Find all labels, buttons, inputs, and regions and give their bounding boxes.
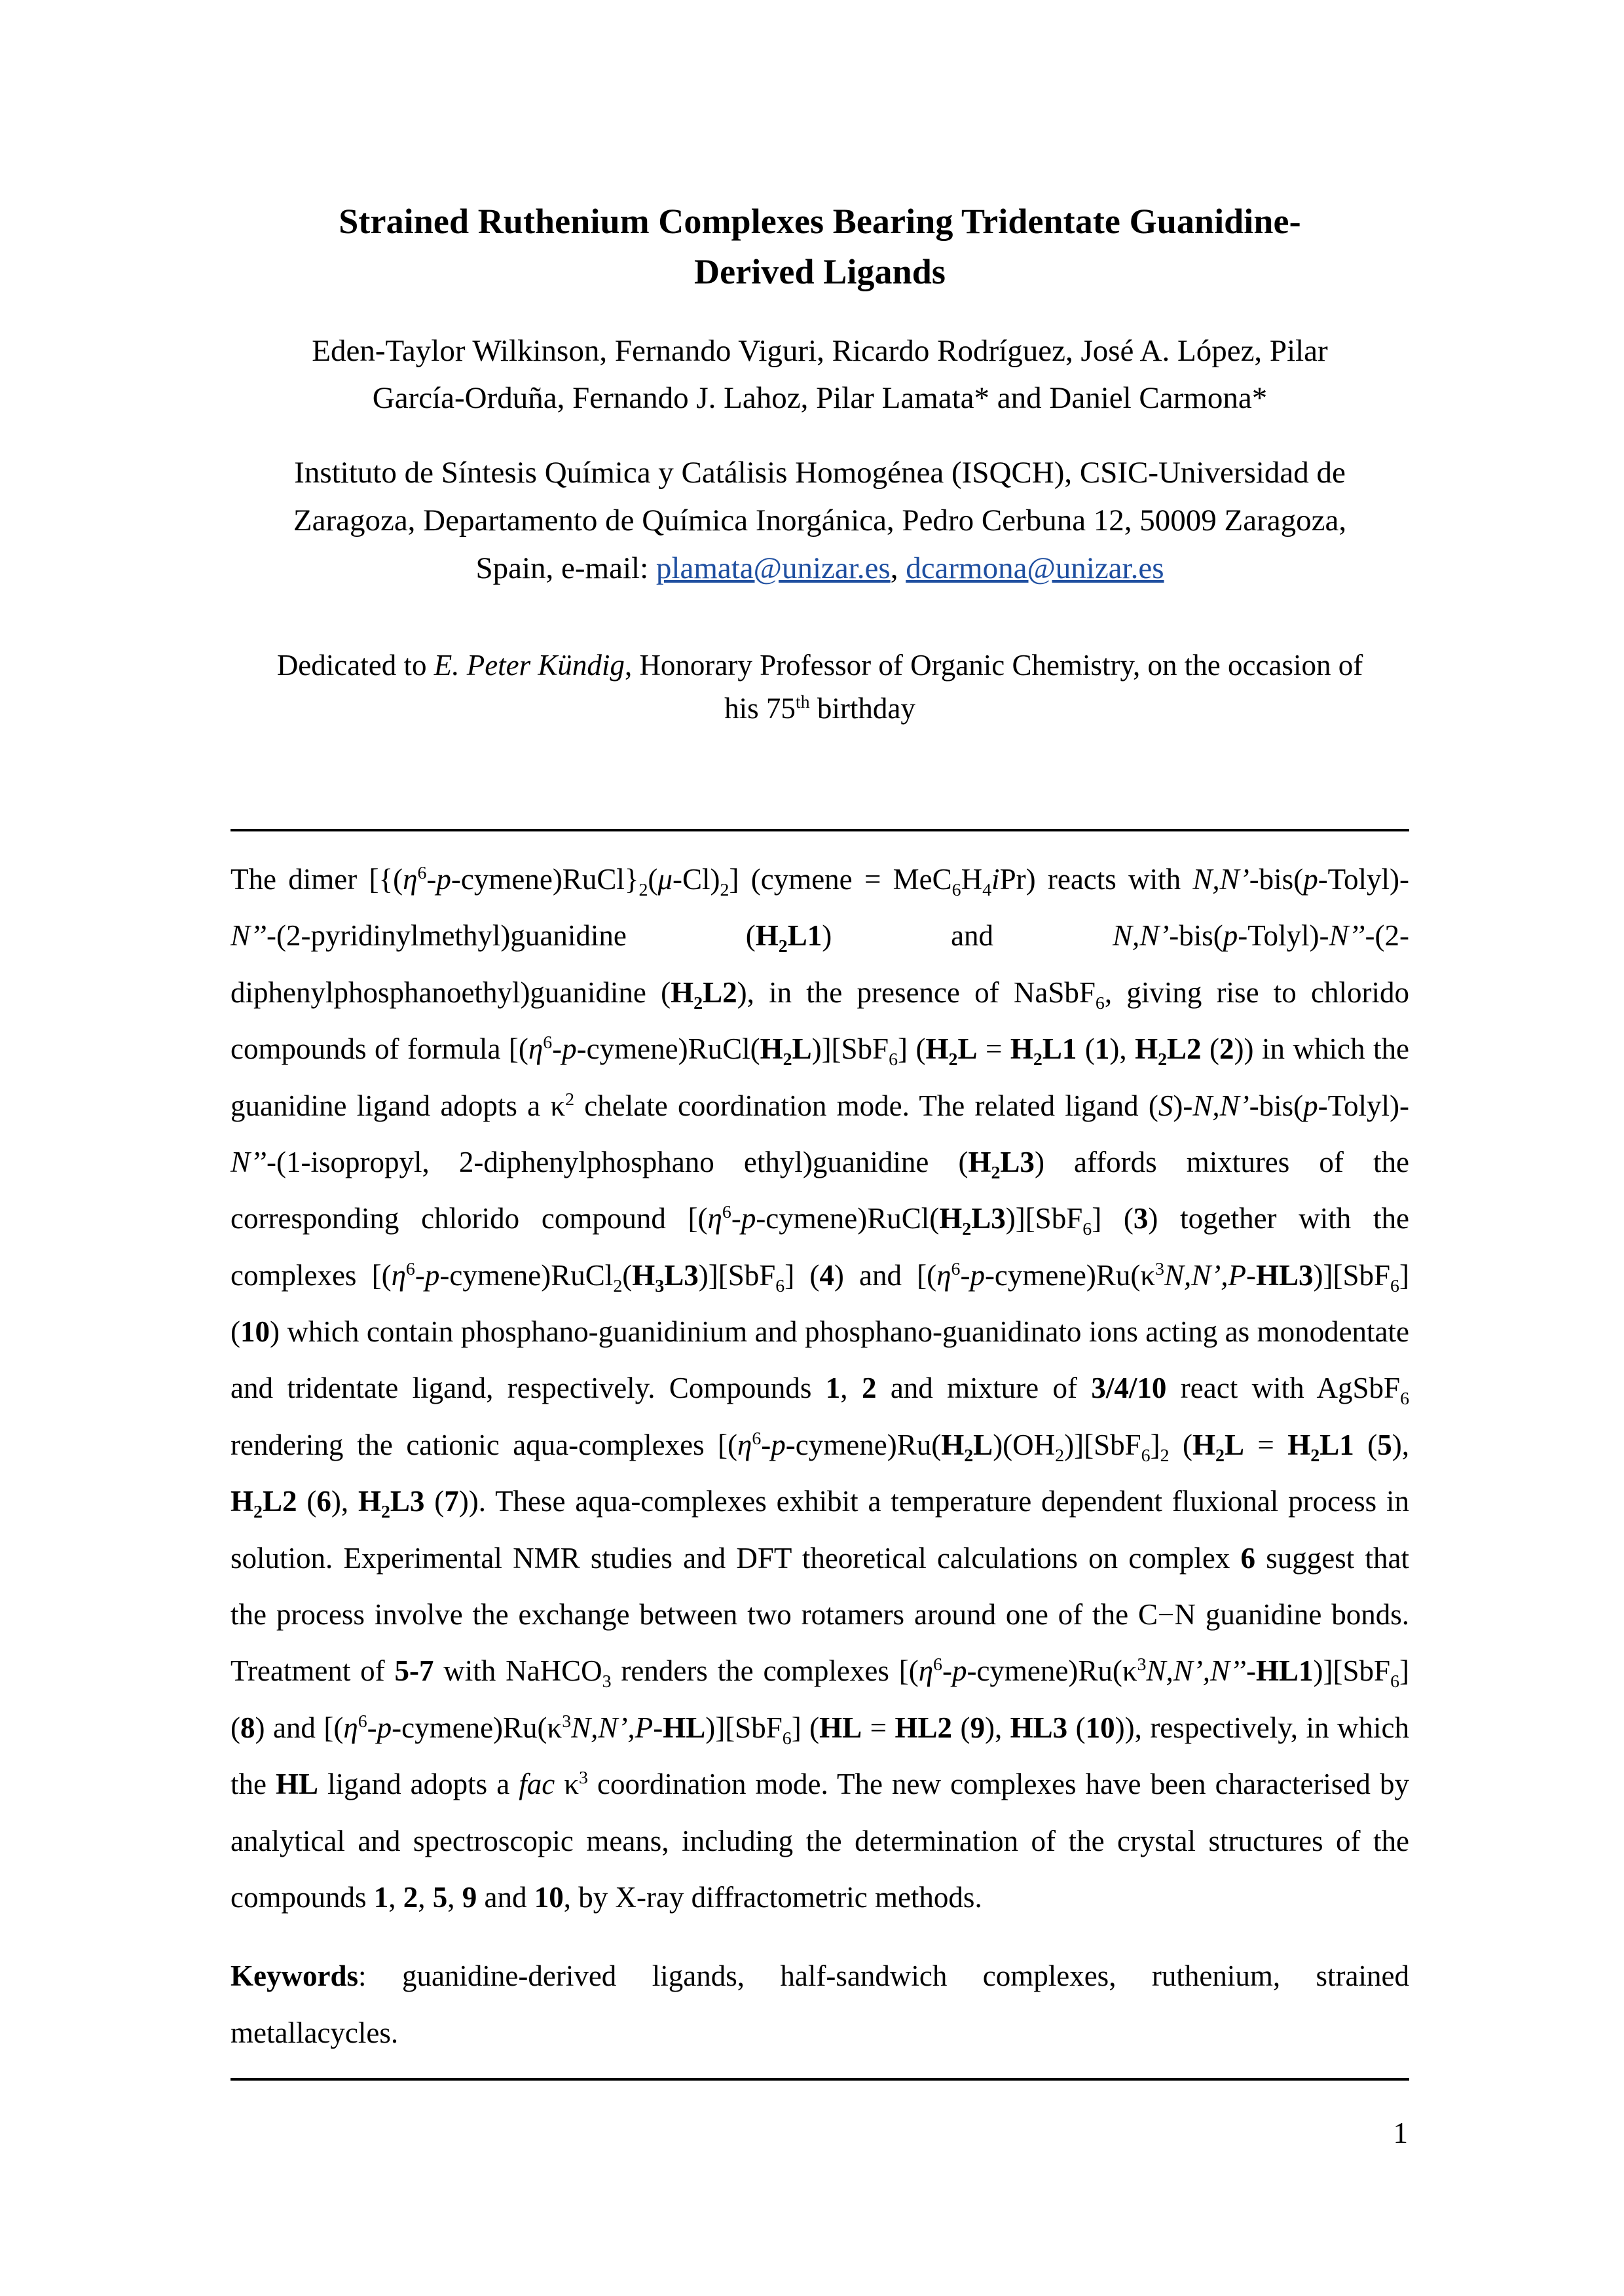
title-line-2: Derived Ligands bbox=[693, 251, 946, 291]
dedication-honoree: E. Peter Kündig bbox=[434, 648, 625, 682]
email-link-dcarmona[interactable]: dcarmona@unizar.es bbox=[906, 551, 1164, 585]
affiliation-line-1: Instituto de Síntesis Química y Catálisis Homogénea (ISQCH), CSIC-Universidad de bbox=[294, 456, 1346, 490]
dedication-middle: , Honorary Professor of Organic Chemistry, on the occasion of his 75 bbox=[624, 648, 1363, 725]
page-title bbox=[231, 196, 1409, 297]
author-line-1: Eden-Taylor Wilkinson, Fernando Viguri, Ricardo Rodríguez, José A. López, Pilar bbox=[312, 334, 1328, 369]
title-line-1: Strained Ruthenium Complexes Bearing Tridentate Guanidine- bbox=[339, 202, 1301, 241]
affiliation-line-2: Zaragoza, Departamento de Química Inorgánica, Pedro Cerbuna 12, 50009 Zaragoza, bbox=[293, 503, 1347, 538]
abstract-top-divider bbox=[231, 829, 1409, 831]
dedication-ordinal: th bbox=[795, 692, 810, 713]
abstract-bottom-divider bbox=[231, 2078, 1409, 2081]
author-list bbox=[231, 328, 1409, 422]
affiliation-block bbox=[231, 449, 1409, 592]
abstract-section bbox=[231, 851, 1409, 1925]
email-separator: , bbox=[890, 551, 906, 585]
dedication-prefix: Dedicated to bbox=[276, 648, 434, 682]
keywords-label: Keywords bbox=[231, 1959, 358, 1993]
page-content bbox=[231, 0, 1409, 2081]
page-number: 1 bbox=[1393, 2117, 1408, 2149]
keywords-text: guanidine-derived ligands, half-sandwich complexes, ruthenium, strained metallacycles. bbox=[231, 1959, 1409, 2049]
keywords-separator: : bbox=[358, 1959, 402, 1993]
dedication-suffix: birthday bbox=[809, 692, 915, 725]
email-link-plamata[interactable]: plamata@unizar.es bbox=[655, 551, 891, 585]
dedication-note bbox=[231, 644, 1409, 731]
abstract-paragraph: The dimer $[\{(\eta^6-p-cymene)RuCl\}_2(\mu-Cl)_2]$ (cymene = $MeC_6H_4iPr$) reacts with N,N’-bis(p-Tolyl)-N’’-(2-pyridinylmethyl)guanidine $(H_2L1)$ and N,N’-bis(p-Tolyl)-N’’-(2-diphenylphosphanoethyl)guanidine $(H_2L2)$, in the presence of NaSbF$_6$, giving rise to chlorido compounds of formula $[(\eta^6-p-cymene)RuCl(H_2L)][SbF_6] (H_2L = H_2L1$ (1), $H_2L2$ (2)) in which the guanidine ligand adopts a $\kappa^2$ chelate coordination mode. The related ligand (S)-N,N’-bis(p-Tolyl)-N’’-(1-isopropyl, 2-diphenylphosphano ethyl)guanidine $(H_2L3)$ affords mixtures of the corresponding chlorido compound $[(\eta^6-p-cymene)RuCl(H_2L3)][SbF_6]$ (3) together with the complexes $[(\eta^6-p-cymene)RuCl_2(H_3L3)][SbF_6]$ (4) and $[(\eta^6-p-cymene)Ru(\kappa^3N,N’,P-HL3)][SbF_6]$ (10) which contain phosphano-guanidinium and phosphano-guanidinato ions acting as monodentate and tridentate ligand, respectively. Compounds 1, 2 and mixture of 3/4/10 react with AgSbF$_6$ rendering the cationic aqua-complexes $[(\eta^6-p-cymene)Ru(H_2L)(OH_2)][SbF_6]_2$ ($H_2L = H_2L1$ (5), $H_2L2$ (6), $H_2L3$ (7)). These aqua-complexes exhibit a temperature dependent fluxional process in solution. Experimental NMR studies and DFT theoretical calculations on complex 6 suggest that the process involve the exchange between two rotamers around one of the C−N guanidine bonds. Treatment of 5-7 with NaHCO$_3$ renders the complexes $[(\eta^6-p-cymene)Ru(\kappa^3N,N’,N’’-HL1)][SbF_6]$ (8) and $[(\eta^6-p-cymene)Ru(\kappa^3N,N’,P-HL)][SbF_6] (HL = HL2$ (9), HL3 (10)), respectively, in which the HL ligand adopts a fac $\kappa^3$ coordination mode. The new complexes have been characterised by analytical and spectroscopic means, including the determination of the crystal structures of the compounds 1, 2, 5, 9 and 10, by X-ray diffractometric methods. bbox=[231, 862, 1410, 1914]
email-prefix-label: Spain, e-mail: bbox=[475, 551, 656, 585]
author-line-2: García-Orduña, Fernando J. Lahoz, Pilar Lamata* and Daniel Carmona* bbox=[372, 380, 1268, 415]
keywords-section bbox=[231, 1948, 1409, 2061]
